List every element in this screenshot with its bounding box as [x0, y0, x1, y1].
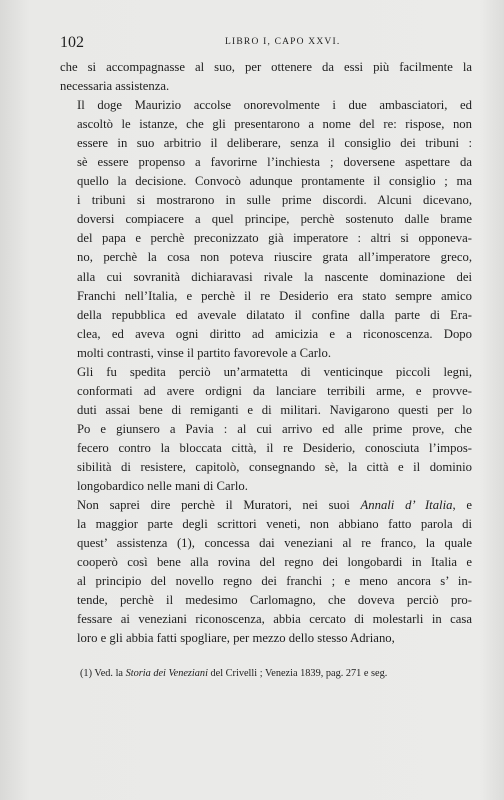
paragraph: [60, 58, 472, 96]
text-line: Il doge Maurizio accolse onorevolmente i due ambasciatori, ed: [77, 98, 472, 113]
text-line: Gli fu spedita perciò un’armatetta di venticinque piccoli legni,: [77, 364, 472, 379]
text-line: quest’ assistenza (1), concessa dai veneziani al re franco, la quale: [77, 536, 472, 551]
text-line: conformati ad avere ordigni da lanciare terribili arme, e provve-: [77, 383, 472, 398]
text-line: fessare ai veneziani riconoscenza, abbia cercato di molestarli in casa: [77, 612, 472, 627]
running-head: LIBRO I, CAPO XXVI.: [225, 37, 341, 47]
text-line: del papa e perchè preconizzato già imperatore : altri si opponeva-: [77, 231, 472, 246]
text-line: alla cui sovranità dichiaravasi rivale la nascente dominazione dei: [77, 269, 472, 284]
page-number: 102: [60, 34, 84, 51]
text-line: no, perchè la cosa non poteva riuscire grata all’imperatore greco,: [77, 250, 472, 265]
text-line: sibilità di resistere, capitolò, consegnando sè, la città e il dominio: [77, 459, 472, 474]
text-line: Po e giunsero a Pavia : al cui arrivo ed alle prime prove, che: [77, 421, 472, 436]
text-line: la maggior parte degli scrittori veneti, non abbiano fatto parola di: [77, 517, 472, 532]
text-line: tende, perchè il medesimo Carlomagno, che doveva perciò pro-: [77, 593, 472, 608]
text-line: Franchi nell’Italia, e perchè il re Desiderio era stato sempre amico: [77, 288, 472, 303]
page-header: [60, 34, 472, 52]
text-line: fecero contro la bloccata città, il re Desiderio, conosciuta l’impos-: [77, 440, 472, 455]
text-line: della repubblica ed avevale dilatato il confine dalla parte di Era-: [77, 307, 472, 322]
text-line: longobardico nelle mani di Carlo.: [77, 479, 248, 494]
text-line: necessaria assistenza.: [60, 79, 170, 94]
footnote-marker: (1): [80, 668, 93, 679]
text-line: i tribuni si mostrarono in sulle prime discordi. Alcuni dicevano,: [77, 193, 472, 208]
paragraph: [60, 363, 472, 496]
text-line: duti assai bene di remiganti e di militari. Navigarono questi per lo: [77, 402, 472, 417]
text-line: doversi compiacere a quel principe, perchè sostenuto dalle brame: [77, 212, 472, 227]
text-line: Non saprei dire perchè il Muratori, nei suoi Annali d’ Italia, e: [77, 498, 472, 513]
footnote-text-before: Ved. la: [92, 668, 126, 679]
text-line: quello la decisione. Convocò adunque prontamente il consiglio ; ma: [77, 174, 472, 189]
text-line: cooperò così bene alla rovina del regno dei longobardi in Italia e: [77, 555, 472, 570]
paragraph: [60, 96, 472, 363]
paragraph: [60, 496, 472, 648]
text-line: ascoltò le istanze, che gli presentarono a nome del re: rispose, non: [77, 117, 472, 132]
text-line: al principio del novello regno dei franchi ; e meno ancora s’ in-: [77, 574, 472, 589]
text-line: molti contrasti, vinse il partito favorevole a Carlo.: [77, 345, 332, 360]
footnote: [80, 668, 470, 679]
text-line: che si accompagnasse al suo, per ottenere da essi più facilmente la: [60, 60, 472, 74]
text-line: loro e gli abbia fatti spogliare, per mezzo dello stesso Adriano,: [77, 631, 395, 646]
text-line: sè essere propenso a favorirne l’inchiesta ; doversene aspettare da: [77, 155, 472, 170]
footnote-title: Storia dei Veneziani: [125, 668, 208, 679]
text-line: clea, ed aveva ogni diritto ad amicizia e a riconoscenza. Dopo: [77, 326, 472, 341]
body-text: [60, 58, 472, 648]
text-line: essere in suo arbitrio il deliberare, senza il consiglio dei tribuni :: [77, 136, 472, 151]
footnote-text-after: del Crivelli ; Venezia 1839, pag. 271 e seg.: [207, 668, 388, 679]
